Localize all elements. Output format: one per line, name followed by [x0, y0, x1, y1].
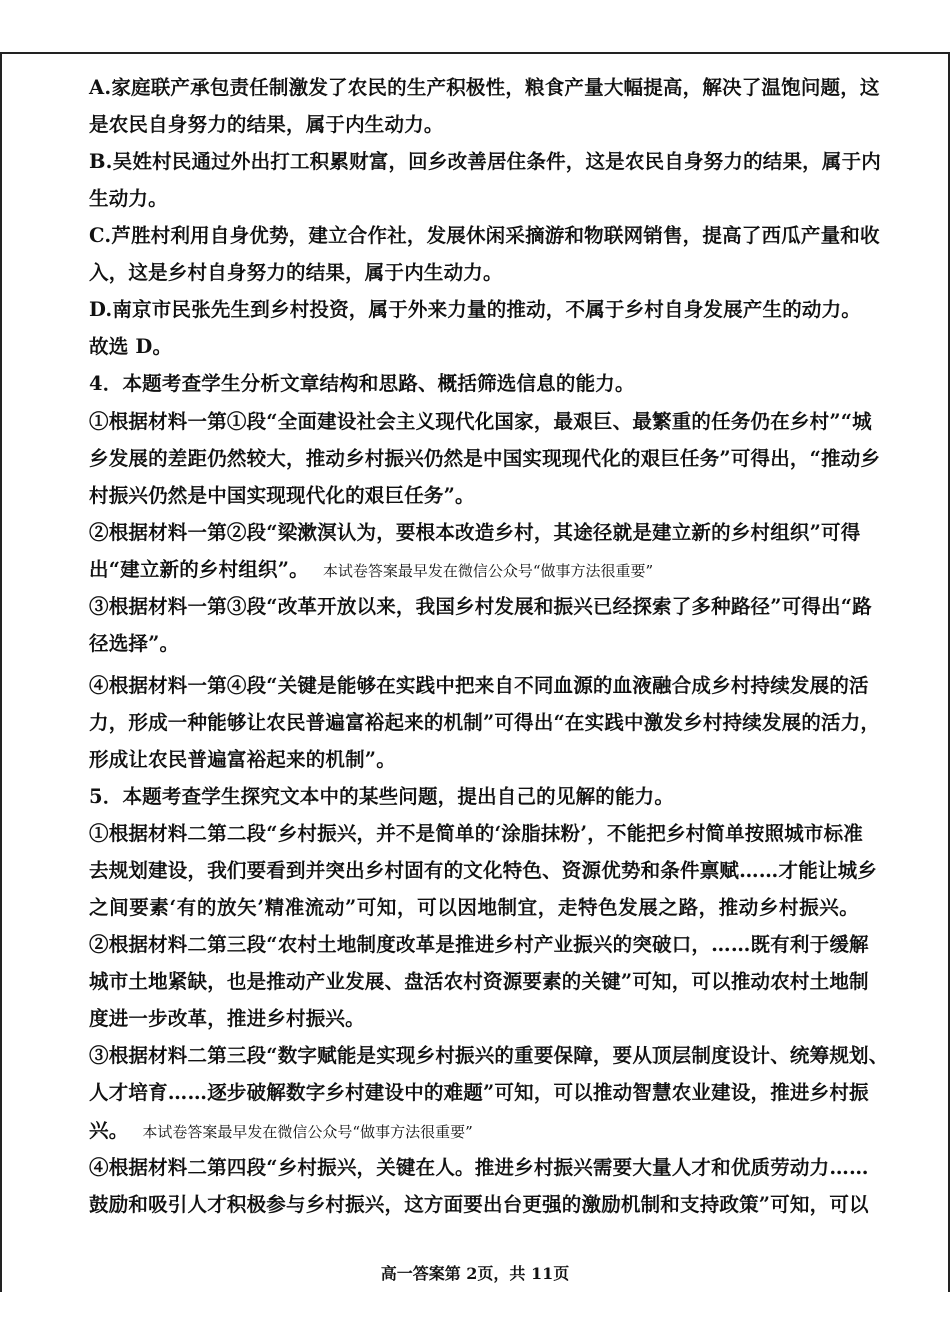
text-segment: 出“建立新的乡村组织”。: [89, 558, 309, 581]
question-heading: 4．本题考查学生分析文章结构和思路、概括筛选信息的能力。: [89, 372, 635, 395]
text-line: ③根据材料二第三段“数字赋能是实现乡村振兴的重要保障，要从顶层制度设计、统筹规划、: [89, 1044, 889, 1067]
text-line: A.家庭联产承包责任制激发了农民的生产积极性，粮食产量大幅提高，解决了温饱问题，这: [89, 76, 880, 99]
text-line: ③根据材料一第③段“改革开放以来，我国乡村发展和振兴已经探索了多种路径”可得出“路: [89, 595, 872, 618]
text-line: 是农民自身努力的结果，属于内生动力。: [89, 113, 444, 136]
text-line: 鼓励和吸引人才积极参与乡村振兴，这方面要出台更强的激励机制和支持政策”可知，可以: [89, 1193, 869, 1216]
text-line: 去规划建设，我们要看到并突出乡村固有的文化特色、资源优势和条件禀赋……才能让城乡: [89, 859, 878, 882]
text-line: ①根据材料二第二段“乡村振兴，并不是简单的‘涂脂抹粉’，不能把乡村简单按照城市标准: [89, 822, 863, 845]
text-line: 故选 D。: [89, 335, 173, 358]
text-line-with-watermark: [89, 552, 653, 588]
text-line: 人才培育……逐步破解数字乡村建设中的难题”可知，可以推动智慧农业建设，推进乡村振: [89, 1081, 869, 1104]
text-line: 城市土地紧缺，也是推动产业发展、盘活农村资源要素的关键”可知，可以推动农村土地制: [89, 970, 869, 993]
text-line: 度进一步改革，推进乡村振兴。: [89, 1007, 365, 1030]
text-line: ②根据材料二第三段“农村土地制度改革是推进乡村产业振兴的突破口，……既有利于缓解: [89, 933, 869, 956]
text-segment: 兴。: [89, 1119, 129, 1142]
text-line: ①根据材料一第①段“全面建设社会主义现代化国家，最艰巨、最繁重的任务仍在乡村”“城: [89, 410, 872, 433]
text-line: C.芦胜村利用自身优势，建立合作社，发展休闲采摘游和物联网销售，提高了西瓜产量和收: [89, 224, 880, 247]
text-line: 之间要素‘有的放矢’精准流动”可知，可以因地制宜，走特色发展之路，推动乡村振兴。: [89, 896, 859, 919]
text-line: ②根据材料一第②段“梁漱溟认为，要根本改造乡村，其途径就是建立新的乡村组织”可得: [89, 521, 861, 544]
watermark-note: 本试卷答案最早发在微信公众号“做事方法很重要”: [142, 1123, 473, 1141]
text-line: ④根据材料二第四段“乡村振兴，关键在人。推进乡村振兴需要大量人才和优质劳动力……: [89, 1156, 869, 1179]
text-line: D.南京市民张先生到乡村投资，属于外来力量的推动，不属于乡村自身发展产生的动力。: [89, 298, 862, 321]
text-line: ④根据材料一第④段“关键是能够在实践中把来自不同血源的血液融合成乡村持续发展的活: [89, 674, 869, 697]
text-line: B.吴姓村民通过外出打工积累财富，回乡改善居住条件，这是农民自身努力的结果，属于内: [89, 150, 881, 173]
watermark-note: 本试卷答案最早发在微信公众号“做事方法很重要”: [322, 562, 654, 580]
page-footer: 高一答案第 2页，共 11页: [380, 1264, 570, 1283]
text-line-with-watermark: [89, 1113, 473, 1149]
text-line: 乡发展的差距仍然较大，推动乡村振兴仍然是中国实现现代化的艰巨任务”可得出，“推动乡: [89, 447, 881, 470]
top-border-line: [0, 52, 950, 54]
text-line: 径选择”。: [89, 632, 180, 655]
text-line: 村振兴仍然是中国实现现代化的艰巨任务”。: [89, 484, 475, 507]
text-line: 入，这是乡村自身努力的结果，属于内生动力。: [89, 261, 503, 284]
left-border-line: [0, 52, 2, 1292]
text-line: 力，形成一种能够让农民普遍富裕起来的机制”可得出“在实践中激发乡村持续发展的活力，: [89, 711, 881, 734]
text-line: 生动力。: [89, 187, 168, 210]
question-heading: 5．本题考查学生探究文本中的某些问题，提出自己的见解的能力。: [89, 785, 675, 808]
text-line: 形成让农民普遍富裕起来的机制”。: [89, 748, 396, 771]
